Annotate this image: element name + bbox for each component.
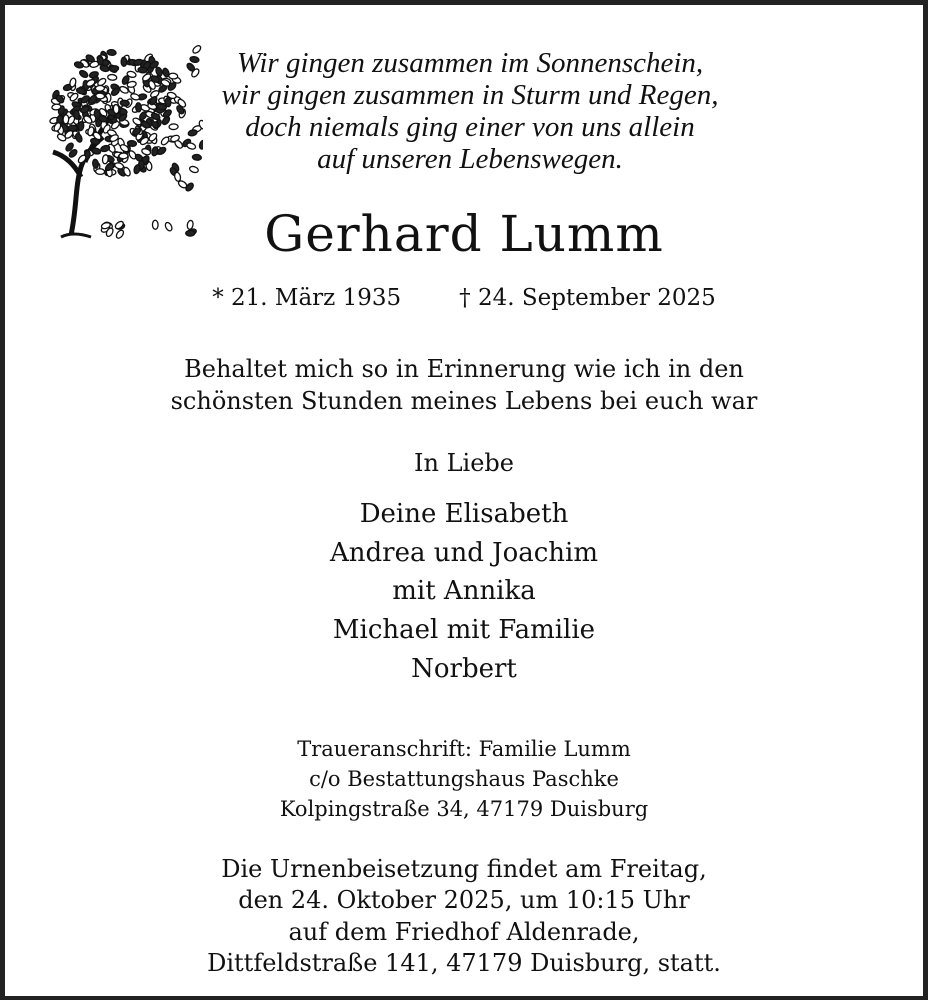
in-love: In Liebe (414, 449, 514, 477)
death-date: † 24. September 2025 (459, 285, 716, 311)
family-member: Andrea und Joachim (330, 538, 598, 568)
poem-line: Wir gingen zusammen im Sonnenschein, (236, 47, 704, 79)
address-line: Kolpingstraße 34, 47179 Duisburg (279, 797, 649, 821)
family-member: Michael mit Familie (332, 615, 596, 645)
poem-line: doch niemals ging einer von uns allein (245, 111, 695, 143)
funeral-line: Dittfeldstraße 141, 47179 Duisburg, statt. (207, 949, 721, 977)
quote-line: Behaltet mich so in Erinnerung wie ich in den (184, 355, 744, 383)
poem-line: auf unseren Lebenswegen. (317, 143, 623, 175)
family-member: mit Annika (392, 576, 536, 606)
life-dates (5, 285, 923, 311)
poem-line: wir gingen zusammen in Sturm und Regen, (221, 79, 719, 111)
address-line: c/o Bestattungshaus Paschke (309, 767, 619, 791)
family-member: Norbert (411, 654, 517, 684)
quote-line: schönsten Stunden meines Lebens bei euch war (170, 387, 758, 415)
funeral-line: den 24. Oktober 2025, um 10:15 Uhr (238, 886, 690, 914)
address-line: Traueranschrift: Familie Lumm (297, 737, 631, 761)
family-member: Deine Elisabeth (359, 499, 569, 529)
deceased-name: Gerhard Lumm (264, 205, 664, 263)
funeral-line: auf dem Friedhof Aldenrade, (288, 918, 640, 946)
birth-date: * 21. März 1935 (212, 285, 402, 311)
funeral-line: Die Urnenbeisetzung findet am Freitag, (221, 855, 707, 883)
